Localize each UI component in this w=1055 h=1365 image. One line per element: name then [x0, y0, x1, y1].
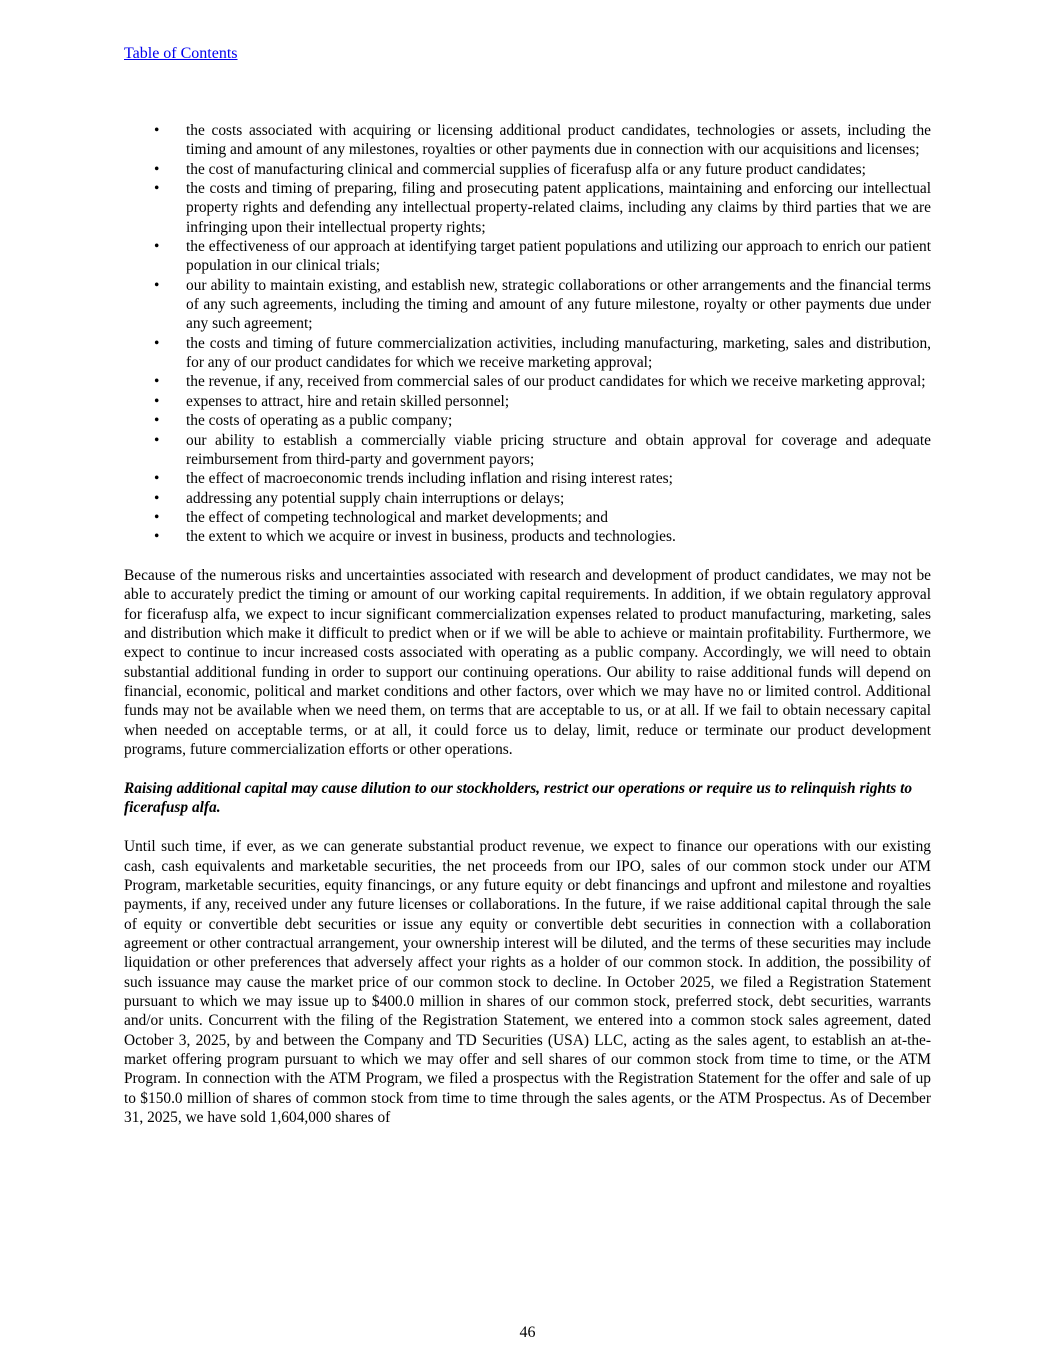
list-item-text: our ability to maintain existing, and establish new, strategic collaborations or other arrangements and the financial terms of any such agreements, including the timing and amount of any future milestone, royalty or other payments due under any such agreement;	[186, 276, 931, 333]
list-item	[124, 237, 931, 276]
list-item	[124, 276, 931, 334]
list-item	[124, 489, 931, 508]
bullet-icon: •	[154, 238, 160, 256]
list-item	[124, 372, 931, 391]
bullet-icon: •	[154, 160, 160, 178]
list-item-text: the costs of operating as a public company;	[186, 412, 453, 430]
list-item-text: our ability to establish a commercially viable pricing structure and obtain approval for coverage and adequate reimbursement from third-party and government payors;	[186, 431, 931, 468]
bullet-icon: •	[154, 470, 160, 488]
list-item	[124, 527, 931, 546]
list-item	[124, 179, 931, 237]
list-item	[124, 334, 931, 373]
list-item	[124, 411, 931, 430]
document-body	[124, 121, 931, 1127]
bullet-icon: •	[154, 276, 160, 294]
list-item	[124, 121, 931, 160]
list-item-text: addressing any potential supply chain interruptions or delays;	[186, 489, 565, 507]
bullet-icon: •	[154, 373, 160, 391]
list-item-text: the effect of competing technological and market developments; and	[186, 508, 608, 526]
bullet-icon: •	[154, 489, 160, 507]
list-item-text: the costs and timing of future commercialization activities, including manufacturing, marketing, sales and distribution, for any of our product candidates for which we receive marketing approval;	[186, 334, 931, 372]
bullet-icon: •	[154, 392, 160, 410]
list-item-text: the costs and timing of preparing, filing and prosecuting patent applications, maintaining and enforcing our intellectual property rights and defending any intellectual property-related claims, including any claims by third parties that we are infringing upon their intellectual property rights;	[186, 180, 931, 236]
bullet-icon: •	[154, 180, 160, 198]
list-item-text: the effectiveness of our approach at identifying target patient populations and utilizing our approach to enrich our patient population in our clinical trials;	[186, 238, 931, 275]
list-item	[124, 392, 931, 411]
list-item-text: the revenue, if any, received from commercial sales of our product candidates for which we receive marketing approval;	[186, 373, 926, 391]
bullet-icon: •	[154, 412, 160, 430]
list-item-text: the extent to which we acquire or invest in business, products and technologies.	[186, 528, 676, 546]
capital-requirements-paragraph: Because of the numerous risks and uncertainties associated with research and development of product candidates, we may not be able to accurately predict the timing or amount of our working capital requirements. In addition, if we obtain regulatory approval for ficerafusp alfa, we expect to incur significant commercialization expenses related to product manufacturing, marketing, sales and distribution which make it difficult to predict when or if we will be able to achieve or maintain profitability. Furthermore, we expect to continue to incur increased costs associated with operating as a public company. Accordingly, we will need to obtain substantial additional funding in order to support our continuing operations. Our ability to raise additional funds will depend on financial, economic, political and market conditions and other factors, over which we may have no or limited control. Additional funds may not be available when we need them, on terms that are acceptable to us, or at all. If we fail to obtain necessary capital when needed on acceptable terms, or at all, it could force us to delay, limit, reduce or terminate our product development programs, future commercialization efforts or other operations.	[124, 567, 931, 759]
list-item-text: the cost of manufacturing clinical and commercial supplies of ficerafusp alfa or any future product candidates;	[186, 160, 866, 178]
bullet-icon: •	[154, 122, 160, 139]
page-number: 46	[519, 1324, 536, 1341]
list-item-text: the costs associated with acquiring or licensing additional product candidates, technologies or assets, including the timing and amount of any milestones, royalties or other payments due in connection with our acquisitions and licenses;	[186, 122, 931, 159]
table-of-contents-link[interactable]: Table of Contents	[124, 45, 238, 62]
list-item	[124, 431, 931, 470]
bullet-icon: •	[154, 334, 160, 352]
list-item-text: the effect of macroeconomic trends including inflation and rising interest rates;	[186, 470, 673, 488]
list-item	[124, 160, 931, 179]
bullet-icon: •	[154, 431, 160, 449]
bullet-icon: •	[154, 528, 160, 546]
funding-factors-list	[124, 121, 931, 547]
bullet-icon: •	[154, 508, 160, 526]
list-item	[124, 508, 931, 527]
list-item-text: expenses to attract, hire and retain skilled personnel;	[186, 392, 510, 410]
list-item	[124, 469, 931, 488]
dilution-paragraph: Until such time, if ever, as we can generate substantial product revenue, we expect to finance our operations with our existing cash, cash equivalents and marketable securities, the net proceeds from our IPO, sales of our common stock under our ATM Program, marketable securities, equity financings, or any future equity or debt financings and upfront and milestone and royalties payments, if any, received under any future licenses or collaborations. In the future, if we raise additional capital through the sale of equity or convertible debt securities or issue any equity or convertible debt securities in connection with a collaboration agreement or other contractual arrangement, your ownership interest will be diluted, and the terms of these securities may include liquidation or other preferences that adversely affect your rights as a holder of our common stock. In addition, the possibility of such issuance may cause the market price of our common stock to decline. In October 2025, we filed a Registration Statement pursuant to which we may issue up to $400.0 million in shares of our common stock, preferred stock, debt securities, warrants and/or units. Concurrent with the filing of the Registration Statement, we entered into a common stock sales agreement, dated October 3, 2025, by and between the Company and TD Securities (USA) LLC, acting as the sales agent, to establish an at-the-market offering program pursuant to which we may offer and sell shares of our common stock from time to time, or the ATM Program. In connection with the ATM Program, we filed a prospectus with the Registration Statement for the offer and sale of up to $150.0 million of shares of common stock from time to time through the sales agents, or the ATM Prospectus. As of December 31, 2025, we have sold 1,604,000 shares of	[124, 838, 931, 1126]
risk-factor-heading: Raising additional capital may cause dilution to our stockholders, restrict our operations or require us to relinquish rights to ficerafusp alfa.	[124, 780, 913, 817]
